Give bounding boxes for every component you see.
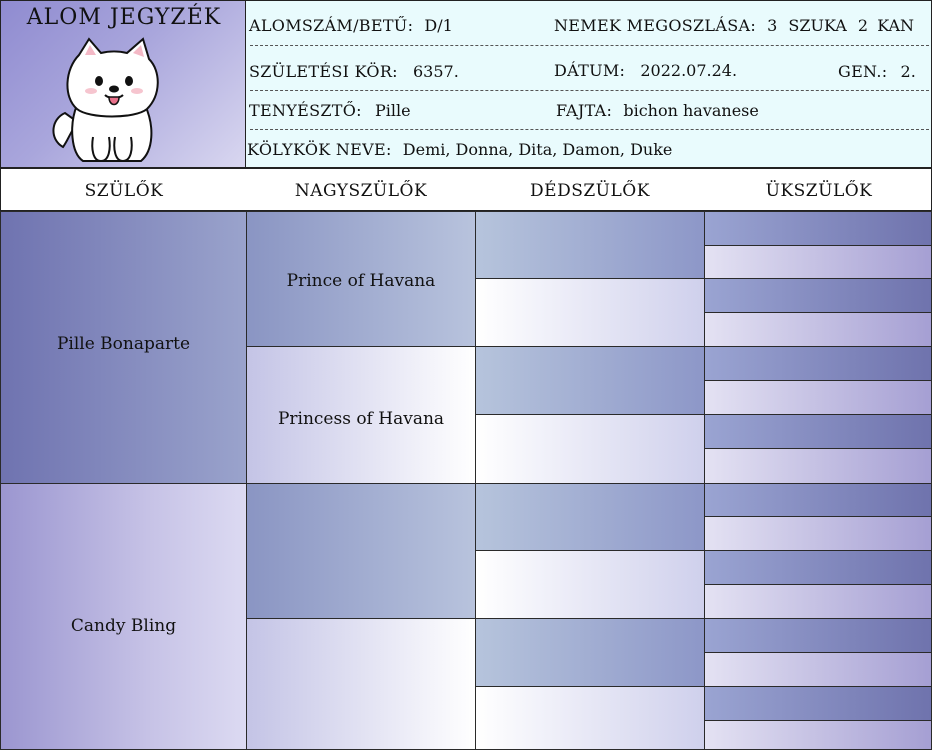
header-great-great-grandparents: ÜKSZÜLŐK (765, 181, 873, 201)
great-grandparent-4 (475, 414, 705, 484)
great-grandparent-3 (475, 346, 705, 415)
parent-dam-name: Candy Bling (70, 616, 177, 636)
great-grandparent-1 (475, 211, 705, 279)
great-grandparent-6 (475, 550, 705, 619)
great-great-grandparent-13 (704, 618, 932, 653)
date-label: DÁTUM: (554, 61, 626, 80)
great-great-grandparent-1 (704, 211, 932, 246)
female-label: SZUKA (788, 16, 847, 35)
great-great-grandparent-6 (704, 380, 932, 415)
generation-label: GEN.: (838, 62, 888, 81)
litter-info-panel (245, 0, 932, 168)
great-great-grandparent-5 (704, 346, 932, 381)
great-great-grandparent-12 (704, 584, 932, 619)
grandparent-2-name: Princess of Havana (277, 409, 445, 429)
great-great-grandparent-2 (704, 245, 932, 279)
great-grandparent-5 (475, 483, 705, 551)
dog-illustration (49, 35, 167, 165)
grandparent-3 (246, 483, 476, 619)
puppies-label: KÖLYKÖK NEVE: (247, 140, 392, 159)
great-great-grandparent-9 (704, 483, 932, 517)
great-great-grandparent-7 (704, 414, 932, 449)
generation-value: 2. (900, 62, 916, 81)
parent-dam (0, 483, 247, 750)
date-value: 2022.07.24. (640, 61, 738, 80)
breed-value: bichon havanese (623, 101, 759, 120)
birth-cycle-value: 6357. (412, 62, 459, 81)
litter-number-value: D/1 (424, 16, 453, 35)
header-grandparents: NAGYSZÜLŐK (294, 181, 428, 201)
breeder-label: TENYÉSZTŐ: (249, 101, 362, 120)
great-grandparent-2 (475, 278, 705, 347)
great-great-grandparent-3 (704, 278, 932, 313)
great-great-grandparent-15 (704, 686, 932, 721)
grandparent-2 (246, 346, 476, 484)
sex-distribution-label: NEMEK MEGOSZLÁSA: (554, 16, 757, 35)
divider (250, 45, 929, 46)
great-great-grandparent-8 (704, 448, 932, 484)
parent-sire (0, 211, 247, 484)
puppies-value: Demi, Donna, Dita, Damon, Duke (402, 140, 673, 159)
birth-cycle-label: SZÜLETÉSI KÖR: (249, 62, 398, 81)
parent-sire-name: Pille Bonaparte (56, 334, 191, 354)
male-label: KAN (877, 16, 915, 35)
divider (250, 129, 929, 130)
female-count: 3 (767, 16, 778, 35)
great-great-grandparent-14 (704, 652, 932, 687)
grandparent-1-name: Prince of Havana (286, 271, 436, 291)
header-great-grandparents: DÉDSZÜLŐK (530, 181, 650, 201)
male-count: 2 (857, 16, 869, 35)
litter-number-label: ALOMSZÁM/BETŰ: (249, 16, 414, 35)
grandparent-1 (246, 211, 476, 347)
great-great-grandparent-16 (704, 720, 932, 750)
grandparent-4 (246, 618, 476, 750)
great-great-grandparent-11 (704, 550, 932, 585)
great-grandparent-7 (475, 618, 705, 687)
logo-panel (0, 0, 246, 168)
pedigree-header (0, 168, 932, 211)
header-parents: SZÜLŐK (84, 181, 164, 201)
great-great-grandparent-4 (704, 312, 932, 347)
breeder-value: Pille (374, 101, 411, 120)
great-great-grandparent-10 (704, 516, 932, 551)
breed-label: FAJTA: (556, 101, 613, 120)
page-title: ALOM JEGYZÉK (26, 5, 222, 30)
divider (250, 90, 929, 91)
great-grandparent-8 (475, 686, 705, 750)
